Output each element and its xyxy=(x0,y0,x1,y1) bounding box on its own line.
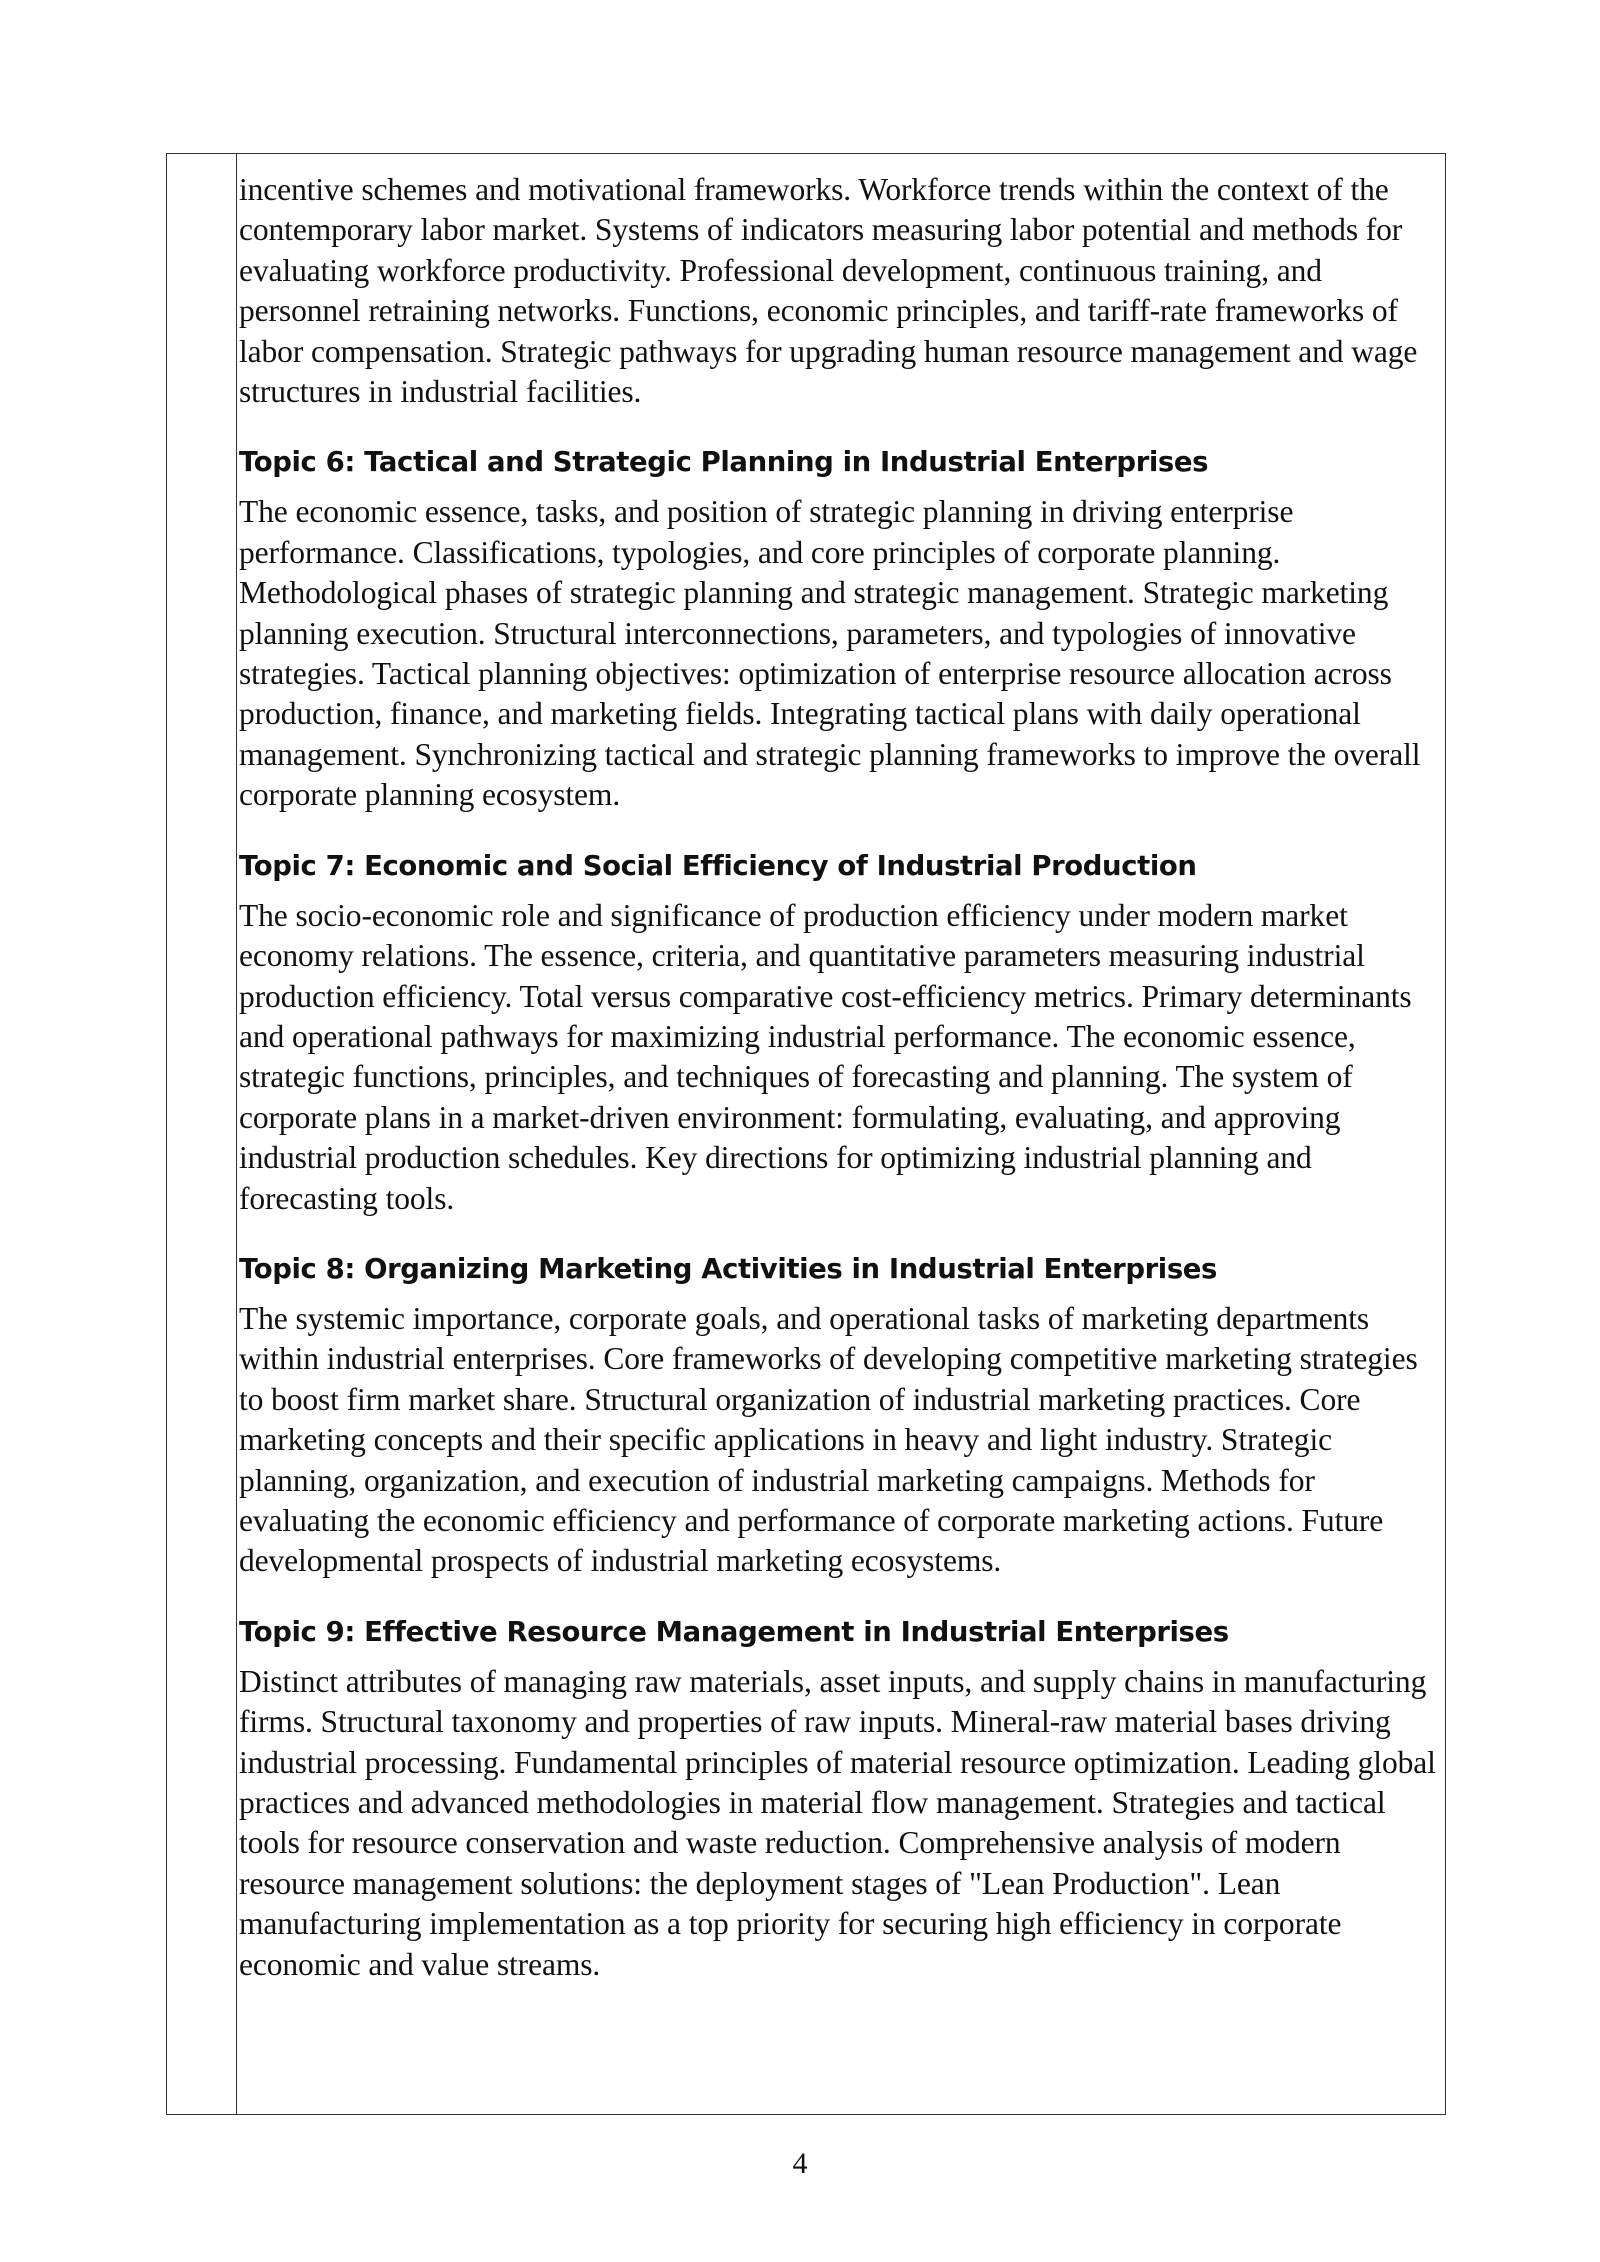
topic-7-body: The socio-economic role and significance of production efficiency under modern market economy relations. The essence, criteria, and quantitative parameters measuring industrial production efficiency. Total versus comparative cost-efficiency metrics. Primary determinants and operational pathways for maximizing industrial performance. The economic essence, strategic functions, principles, and techniques of forecasting and planning. The system of corporate plans in a market-driven environment: formulating, evaluating, and approving industrial production schedules. Key directions for optimizing industrial planning and forecasting tools. xyxy=(239,897,1412,1216)
topic-6-body: The economic essence, tasks, and position of strategic planning in driving enterprise performance. Classifications, typologies, and core principles of corporate planning. Methodological phases of strategic planning and strategic management. Strategic marketing planning execution. Structural interconnections, parameters, and typologies of innovative strategies. Tactical planning objectives: optimization of enterprise resource allocation across production, finance, and marketing fields. Integrating tactical plans with daily operational management. Synchronizing tactical and strategic planning frameworks to improve the overall corporate planning ecosystem. xyxy=(239,494,1421,813)
topic-8-body: The systemic importance, corporate goals, and operational tasks of marketing departments within industrial enterprises. Core frameworks of developing competitive marketing strategies to boost firm market share. Structural organization of industrial marketing practices. Core marketing concepts and their specific applications in heavy and light industry. Strategic planning, organization, and execution of industrial marketing campaigns. Methods for evaluating the economic efficiency and performance of corporate marketing actions. Future developmental prospects of industrial marketing ecosystems. xyxy=(239,1300,1418,1579)
number-column xyxy=(167,154,237,2114)
topic-9-title: Topic 9: Effective Resource Management in Industrial Enterprises xyxy=(239,1615,1229,1648)
page-number: 4 xyxy=(792,2147,808,2180)
intro-paragraph: incentive schemes and motivational frameworks. Workforce trends within the context of the contemporary labor market. Systems of indicators measuring labor potential and methods for evaluating workforce productivity. Professional development, continuous training, and personnel retraining networks. Functions, economic principles, and tariff-rate frameworks of labor compensation. Strategic pathways for upgrading human resource management and wage structures in industrial facilities. xyxy=(239,172,1418,410)
syllabus-table xyxy=(166,153,1446,2115)
topic-8-title: Topic 8: Organizing Marketing Activities in Industrial Enterprises xyxy=(239,1252,1218,1285)
content-column xyxy=(237,154,1445,2114)
topic-9-body: Distinct attributes of managing raw materials, asset inputs, and supply chains in manufacturing firms. Structural taxonomy and properties of raw inputs. Mineral-raw material bases driving industrial processing. Fundamental principles of material resource optimization. Leading global practices and advanced methodologies in material flow management. Strategies and tactical tools for resource conservation and waste reduction. Comprehensive analysis of modern resource management solutions: the deployment stages of "Lean Production". Lean manufacturing implementation as a top priority for securing high efficiency in corporate economic and value streams. xyxy=(239,1663,1436,1982)
topic-7-title: Topic 7: Economic and Social Efficiency of Industrial Production xyxy=(239,849,1197,882)
topic-6-title: Topic 6: Tactical and Strategic Planning in Industrial Enterprises xyxy=(239,446,1209,479)
